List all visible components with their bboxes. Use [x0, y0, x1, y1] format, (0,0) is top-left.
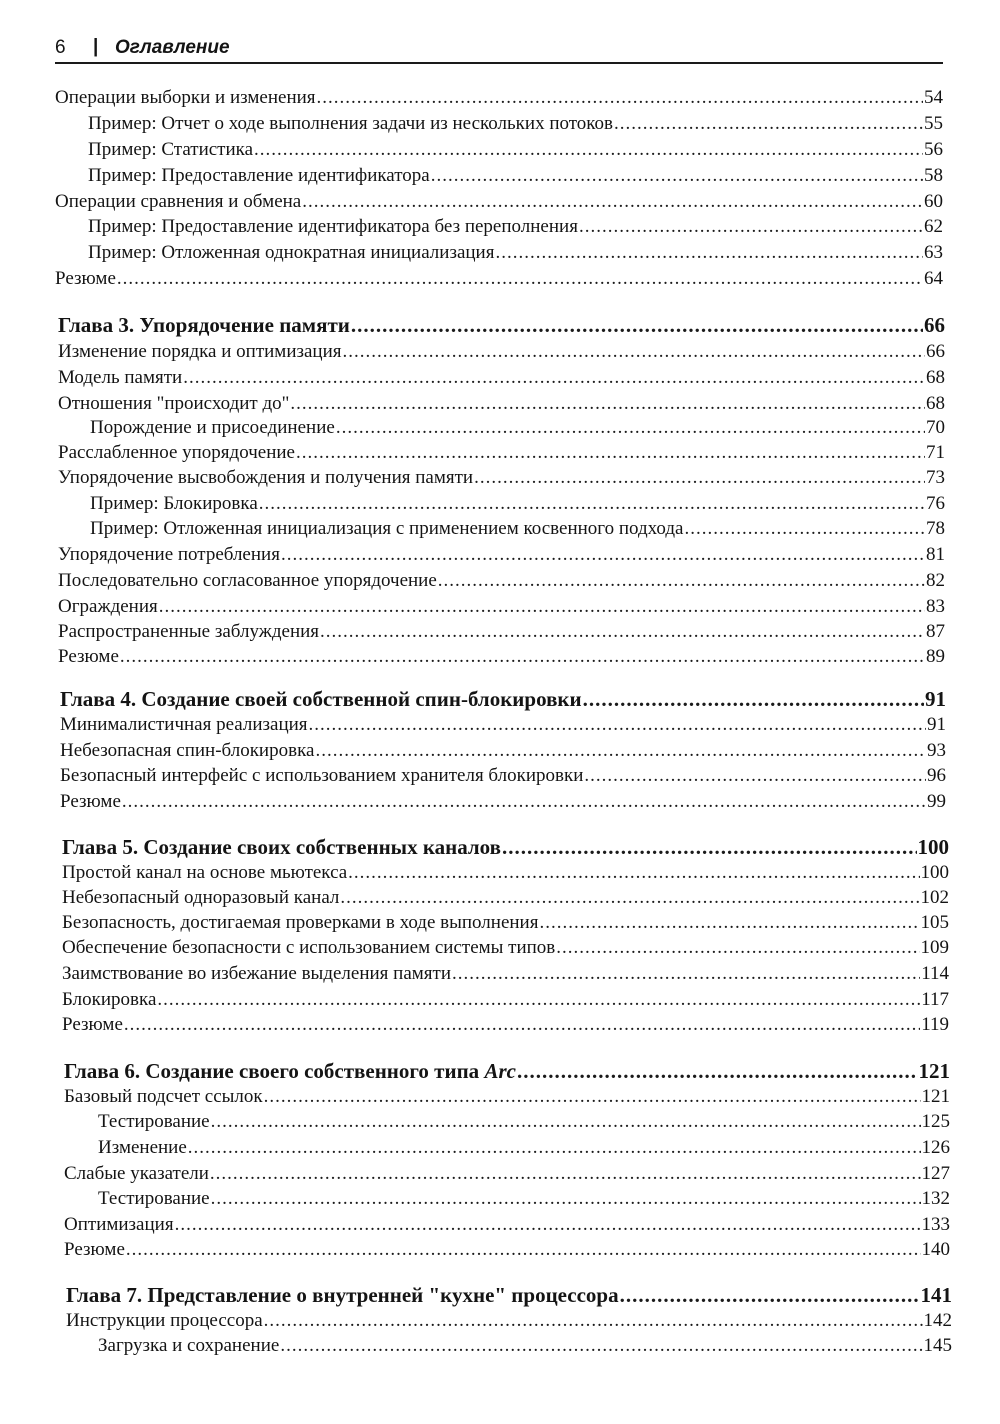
- dot-leader: [210, 1162, 921, 1186]
- toc-entry-title: Резюме: [60, 791, 121, 812]
- toc-entry-page: 105: [920, 912, 949, 933]
- toc-entry-title: Минималистичная реализация: [60, 714, 308, 735]
- dot-leader: [320, 620, 925, 644]
- toc-entry: [58, 595, 945, 619]
- toc-entry-title: Расслабленное упорядочение: [58, 442, 295, 463]
- toc-entry-title: Последовательно согласованное упорядочение: [58, 570, 437, 591]
- toc-entry-page: 62: [924, 216, 943, 237]
- dot-leader: [556, 936, 919, 960]
- toc-chapter-page: 121: [918, 1059, 950, 1083]
- toc-entry-page: 102: [920, 887, 949, 908]
- toc-entry-title: Пример: Предоставление идентификатора: [88, 165, 430, 186]
- toc-entry: [62, 962, 949, 986]
- toc-entry-title: Базовый подсчет ссылок: [64, 1086, 263, 1107]
- toc-entry-page: 60: [924, 191, 943, 212]
- dot-leader: [309, 713, 926, 737]
- toc-entry-page: 71: [926, 442, 945, 463]
- toc-entry-page: 83: [926, 596, 945, 617]
- toc-entry-page: 93: [927, 740, 946, 761]
- dot-leader: [264, 1309, 923, 1333]
- toc-entry-page: 140: [921, 1239, 950, 1260]
- toc-entry-title: Оптимизация: [64, 1214, 174, 1235]
- toc-entry-page: 117: [921, 989, 949, 1010]
- toc-entry: [55, 86, 943, 110]
- toc-entry: [98, 1187, 950, 1211]
- toc-entry-title: Простой канал на основе мьютекса: [62, 862, 348, 883]
- toc-entry: [88, 241, 943, 265]
- toc-entry-title: Небезопасная спин-блокировка: [60, 740, 315, 761]
- toc-entry-title: Резюме: [58, 646, 119, 667]
- dot-leader: [117, 267, 923, 291]
- toc-entry: [98, 1334, 952, 1358]
- dot-leader: [254, 138, 923, 162]
- toc-entry-title: Модель памяти: [58, 367, 183, 388]
- dot-leader: [290, 392, 925, 416]
- toc-entry-page: 87: [926, 621, 945, 642]
- toc-entry-title: Упорядочение потребления: [58, 544, 280, 565]
- dot-leader: [340, 886, 919, 910]
- toc-entry-title: Безопасный интерфейс с использованием хранителя блокировки: [60, 765, 584, 786]
- toc-entry-title: Изменение порядка и оптимизация: [58, 341, 342, 362]
- dot-leader: [124, 1013, 920, 1037]
- dot-leader: [351, 312, 923, 338]
- dot-leader: [474, 466, 925, 490]
- toc-entry: [60, 790, 946, 814]
- toc-entry: [64, 1213, 950, 1237]
- toc-entry: [88, 138, 943, 162]
- toc-chapter-title-em: Arc: [484, 1059, 516, 1083]
- toc-chapter-title: Глава 3. Упорядочение памяти: [58, 313, 350, 337]
- toc-entry: [60, 739, 946, 763]
- dot-leader: [259, 492, 925, 516]
- toc-entry-title: Слабые указатели: [64, 1163, 209, 1184]
- toc-entry-page: 121: [921, 1086, 950, 1107]
- toc-entry: [55, 190, 943, 214]
- dot-leader: [211, 1110, 921, 1134]
- dot-leader: [315, 739, 926, 763]
- toc-entry-page: 100: [920, 862, 949, 883]
- dot-leader: [495, 241, 923, 265]
- toc-entry: [64, 1162, 950, 1186]
- toc-entry-page: 82: [926, 570, 945, 591]
- header-separator: |: [93, 36, 99, 57]
- toc-chapter: [58, 312, 945, 338]
- toc-entry: [60, 764, 946, 788]
- toc-chapter: [62, 834, 949, 860]
- toc-entry: [62, 861, 949, 885]
- toc-entry: [62, 886, 949, 910]
- toc-entry-title: Пример: Статистика: [88, 139, 254, 160]
- dot-leader: [188, 1136, 921, 1160]
- toc-entry: [62, 911, 949, 935]
- dot-leader: [280, 1334, 922, 1358]
- toc-chapter-title: [64, 1058, 516, 1084]
- toc-entry-title: Резюме: [55, 268, 116, 289]
- toc-entry: [88, 164, 943, 188]
- toc-entry: [66, 1309, 952, 1333]
- dot-leader: [517, 1058, 918, 1084]
- dot-leader: [157, 988, 920, 1012]
- dot-leader: [317, 86, 923, 110]
- toc-entry: [58, 340, 945, 364]
- dot-leader: [348, 861, 919, 885]
- toc-entry: [60, 713, 946, 737]
- toc-entry-page: 64: [924, 268, 943, 289]
- toc-entry: [58, 569, 945, 593]
- toc-entry: [62, 936, 949, 960]
- toc-chapter-title: Глава 7. Представление о внутренней "кухне" процессора: [66, 1283, 619, 1307]
- toc-entry-title: Пример: Отчет о ходе выполнения задачи из нескольких потоков: [88, 113, 614, 134]
- toc-chapter-page: 100: [917, 835, 949, 859]
- toc-entry-page: 68: [926, 393, 945, 414]
- toc-chapter-page: 91: [925, 687, 946, 711]
- toc-entry-title: Резюме: [62, 1014, 123, 1035]
- toc-entry: [90, 416, 945, 440]
- dot-leader: [539, 911, 919, 935]
- toc-entry: [62, 988, 949, 1012]
- toc-entry: [62, 1013, 949, 1037]
- dot-leader: [583, 686, 924, 712]
- toc-entry-page: 76: [926, 493, 945, 514]
- toc-entry: [98, 1110, 950, 1134]
- dot-leader: [452, 962, 920, 986]
- toc-entry-page: 56: [924, 139, 943, 160]
- toc-entry: [90, 517, 945, 541]
- toc-entry-title: Ограждения: [58, 596, 158, 617]
- toc-entry-title: Порождение и присоединение: [90, 417, 335, 438]
- toc-entry: [88, 215, 943, 239]
- toc-entry: [58, 466, 945, 490]
- dot-leader: [684, 517, 925, 541]
- toc-entry-page: 99: [927, 791, 946, 812]
- toc-entry-title: Обеспечение безопасности с использованием системы типов: [62, 937, 556, 958]
- toc-entry-title: Изменение: [98, 1137, 187, 1158]
- toc-chapter: [64, 1058, 950, 1084]
- toc-entry: [58, 620, 945, 644]
- toc-entry-title: Пример: Отложенная инициализация с применением косвенного подхода: [90, 518, 684, 539]
- dot-leader: [614, 112, 923, 136]
- toc-entry-page: 55: [924, 113, 943, 134]
- dot-leader: [211, 1187, 921, 1211]
- toc-entry-page: 91: [927, 714, 946, 735]
- toc-entry-page: 68: [926, 367, 945, 388]
- toc-entry-title: Резюме: [64, 1239, 125, 1260]
- page-number: 6: [55, 37, 66, 58]
- toc-chapter-title-text: Глава 6. Создание своего собственного типа: [64, 1059, 485, 1083]
- toc-entry-title: Загрузка и сохранение: [98, 1335, 280, 1356]
- toc-entry-page: 142: [923, 1310, 952, 1331]
- toc-entry: [64, 1238, 950, 1262]
- toc-entry-page: 96: [927, 765, 946, 786]
- toc-entry-page: 127: [921, 1163, 950, 1184]
- toc-entry-page: 125: [921, 1111, 950, 1132]
- dot-leader: [120, 645, 925, 669]
- toc-entry: [58, 366, 945, 390]
- dot-leader: [438, 569, 925, 593]
- running-title: Оглавление: [115, 37, 230, 58]
- toc-entry: [64, 1085, 950, 1109]
- toc-entry-page: 89: [926, 646, 945, 667]
- dot-leader: [579, 215, 923, 239]
- toc-entry-title: Операции сравнения и обмена: [55, 191, 302, 212]
- dot-leader: [122, 790, 926, 814]
- dot-leader: [431, 164, 923, 188]
- dot-leader: [281, 543, 925, 567]
- toc-chapter-page: 141: [920, 1283, 952, 1307]
- toc-entry: [58, 392, 945, 416]
- toc-entry-page: 114: [921, 963, 949, 984]
- toc-entry-title: Отношения "происходит до": [58, 393, 290, 414]
- toc-entry-page: 109: [920, 937, 949, 958]
- toc-entry-page: 66: [926, 341, 945, 362]
- toc-entry-page: 119: [921, 1014, 949, 1035]
- toc-chapter-title: Глава 4. Создание своей собственной спин-блокировки: [60, 687, 582, 711]
- toc-entry-page: 126: [921, 1137, 950, 1158]
- toc-entry-page: 145: [923, 1335, 952, 1356]
- toc-chapter-title: Глава 5. Создание своих собственных каналов: [62, 835, 501, 859]
- toc-entry-title: Безопасность, достигаемая проверками в ходе выполнения: [62, 912, 539, 933]
- dot-leader: [343, 340, 926, 364]
- toc-entry: [58, 441, 945, 465]
- toc-entry-page: 81: [926, 544, 945, 565]
- toc-entry-title: Пример: Блокировка: [90, 493, 258, 514]
- toc-entry-page: 73: [926, 467, 945, 488]
- toc-entry-title: Тестирование: [98, 1111, 210, 1132]
- toc-entry-title: Заимствование во избежание выделения памяти: [62, 963, 451, 984]
- dot-leader: [620, 1282, 920, 1308]
- toc-entry: [58, 543, 945, 567]
- dot-leader: [296, 441, 925, 465]
- toc-chapter: [60, 686, 946, 712]
- toc-entry: [55, 267, 943, 291]
- toc-entry: [90, 492, 945, 516]
- toc-entry-page: 70: [926, 417, 945, 438]
- toc-entry-title: Блокировка: [62, 989, 157, 1010]
- toc-entry: [98, 1136, 950, 1160]
- dot-leader: [584, 764, 926, 788]
- toc-entry-page: 133: [921, 1214, 950, 1235]
- toc-chapter: [66, 1282, 952, 1308]
- toc-entry-title: Инструкции процессора: [66, 1310, 263, 1331]
- dot-leader: [264, 1085, 921, 1109]
- toc-entry-page: 132: [921, 1188, 950, 1209]
- dot-leader: [502, 834, 917, 860]
- dot-leader: [183, 366, 925, 390]
- toc-entry-title: Упорядочение высвобождения и получения памяти: [58, 467, 474, 488]
- toc-entry: [58, 645, 945, 669]
- toc-entry-page: 58: [924, 165, 943, 186]
- dot-leader: [126, 1238, 921, 1262]
- toc-entry-title: Небезопасный одноразовый канал: [62, 887, 340, 908]
- dot-leader: [302, 190, 923, 214]
- toc-chapter-page: 66: [924, 313, 945, 337]
- toc-entry-title: Операции выборки и изменения: [55, 87, 316, 108]
- toc-entry-title: Пример: Предоставление идентификатора без переполнения: [88, 216, 578, 237]
- toc-entry-page: 54: [924, 87, 943, 108]
- toc-entry-title: Пример: Отложенная однократная инициализация: [88, 242, 495, 263]
- dot-leader: [159, 595, 925, 619]
- toc-entry: [88, 112, 943, 136]
- toc-entry-title: Тестирование: [98, 1188, 210, 1209]
- dot-leader: [175, 1213, 921, 1237]
- dot-leader: [336, 416, 925, 440]
- toc-entry-page: 78: [926, 518, 945, 539]
- toc-entry-title: Распространенные заблуждения: [58, 621, 320, 642]
- toc-entry-page: 63: [924, 242, 943, 263]
